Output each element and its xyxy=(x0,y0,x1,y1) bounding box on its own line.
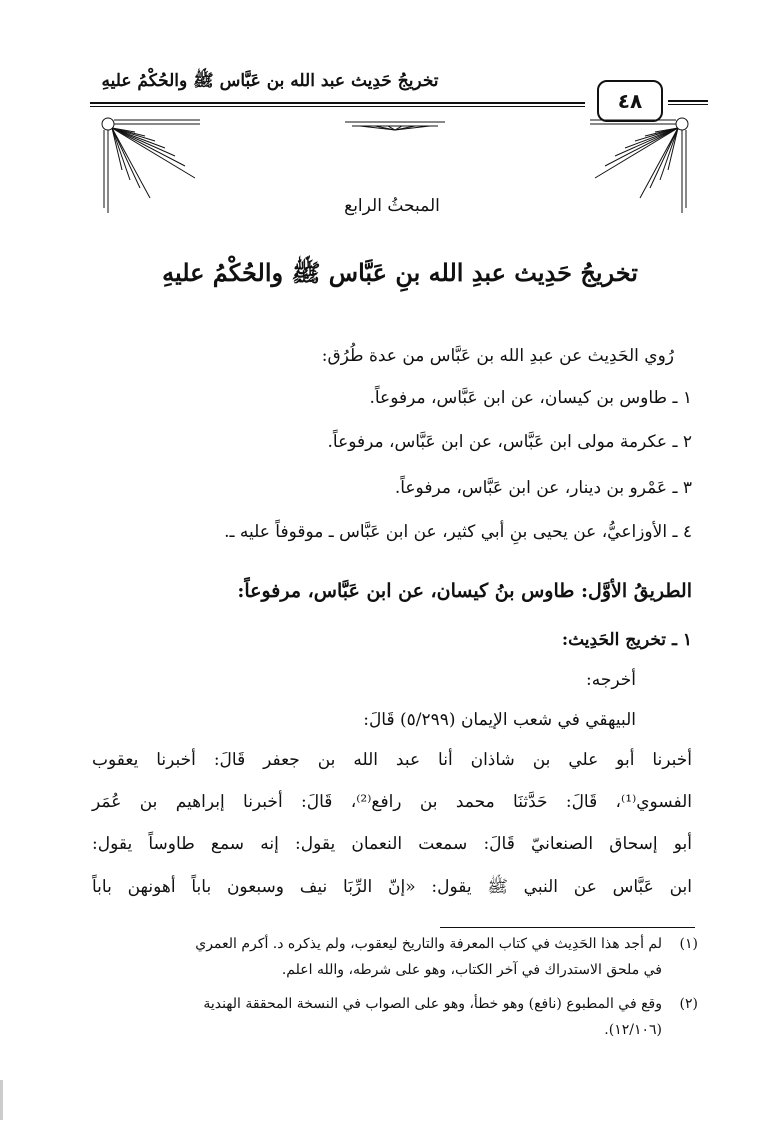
header-rule-thin xyxy=(90,106,585,107)
footnote-number: (١) xyxy=(679,936,698,952)
footnote-line: وقع في المطبوع (نافع) وهو خطأ، وهو على الصواب في النسخة المحققة الهندية xyxy=(203,996,662,1012)
header-rule-right-thin xyxy=(668,104,708,105)
route-item: ٣ ـ عَمْرو بن دينار، عن ابن عَبَّاس، مرفوعاً. xyxy=(394,478,692,498)
header-rule-right xyxy=(668,100,708,102)
body-text-line: الفسوي⁽¹⁾، قَالَ: حَدَّثنَا محمد بن رافع⁽²⁾، قَالَ: أخبرنا إبراهيم بن عُمَر xyxy=(92,792,692,812)
route-item: ١ ـ طاوس بن كيسان، عن ابن عَبَّاس، مرفوعاً. xyxy=(369,388,692,408)
running-header-title: تخريجُ حَدِيث عبد الله بن عَبَّاس ﷺ والحُكْمُ عليهِ xyxy=(101,71,439,91)
footnote-number: (٢) xyxy=(679,996,698,1012)
footnote-line: (١٢/١٠٦). xyxy=(604,1022,662,1038)
route-item: ٢ ـ عكرمة مولى ابن عَبَّاس، عن ابن عَبَّاس، مرفوعاً. xyxy=(327,432,692,452)
page-edge-mark xyxy=(0,1080,3,1120)
footnote-line: في ملحق الاستدراك في آخر الكتاب، وهو على شرطه، والله اعلم. xyxy=(281,962,662,978)
akhrajahu-label: أخرجه: xyxy=(586,670,636,690)
section-label: المبحثُ الرابع xyxy=(344,196,440,216)
route-item: ٤ ـ الأوزاعيُّ، عن يحيى بنِ أبي كثير، عن ابن عَبَّاس ـ موقوفاً عليه ـ. xyxy=(224,522,692,542)
footnote-line: لم أجد هذا الحَدِيث في كتاب المعرفة والتاريخ ليعقوب، ولم يذكره د. أكرم العمري xyxy=(195,936,662,952)
takhrij-subheading: ١ ـ تخريج الحَدِيث: xyxy=(561,630,692,650)
page-number: ٤٨ xyxy=(597,80,663,122)
intro-text: رُوي الحَدِيث عن عبدِ الله بن عَبَّاس من عدة طُرُق: xyxy=(321,346,674,366)
header-rule xyxy=(90,102,585,104)
footnote-separator xyxy=(440,927,695,928)
body-text-line: أخبرنا أبو علي بن شاذان أنا عبد الله بن جعفر قَالَ: أخبرنا يعقوب xyxy=(92,750,692,770)
source-citation: البيهقي في شعب الإيمان (٥/٢٩٩) قَالَ: xyxy=(363,710,636,730)
section-title: تخريجُ حَدِيث عبدِ الله بنِ عَبَّاس ﷺ والحُكْمُ عليهِ xyxy=(162,258,638,287)
first-route-heading: الطريقُ الأوَّل: طاوس بنُ كيسان، عن ابن عَبَّاس، مرفوعاً: xyxy=(237,580,692,602)
body-text-line: أبو إسحاق الصنعانيّ قَالَ: سمعت النعمان يقول: إنه سمع طاوساً يقول: xyxy=(92,834,692,854)
body-text-line: ابن عَبَّاس عن النبي ﷺ يقول: «إنّ الرِّبَا نيف وسبعون باباً أهونهن باباً xyxy=(92,877,692,897)
